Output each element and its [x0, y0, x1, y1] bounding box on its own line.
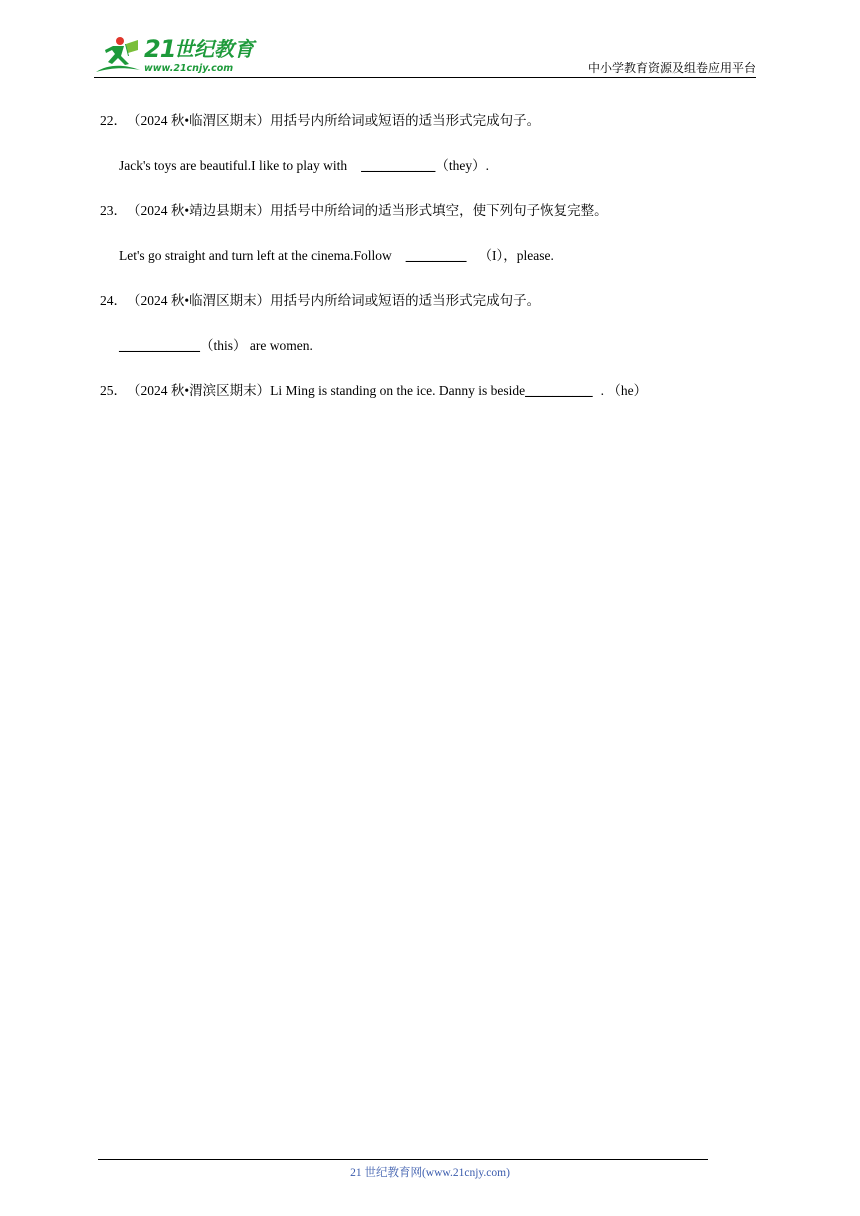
question-text: （2024 秋•靖边县期末）用括号中所给词的适当形式填空，使下列句子恢复完整。: [127, 203, 608, 218]
answer-blank[interactable]: _________: [405, 248, 467, 263]
platform-title: 中小学教育资源及组卷应用平台: [587, 61, 756, 75]
answer-blank[interactable]: ___________: [361, 158, 436, 173]
answer-blank[interactable]: __________: [525, 383, 593, 398]
question-number: 24．: [100, 293, 127, 308]
sentence-after: . （he）: [600, 383, 648, 398]
header-divider: [94, 77, 756, 78]
sentence-before: Jack's toys are beautiful.I like to play with: [119, 158, 348, 173]
logo-number: 21: [144, 35, 176, 63]
sentence-after: （I），please.: [478, 248, 554, 263]
logo-text: 世纪教育: [174, 37, 254, 61]
question-24-sentence: [119, 337, 313, 355]
page-header: [94, 34, 756, 78]
question-number: 23．: [100, 203, 127, 218]
sentence-before: Let's go straight and turn left at the cinema.Follow: [119, 248, 392, 263]
question-number: 22．: [100, 113, 127, 128]
logo-url: www.21cnjy.com: [144, 63, 234, 74]
question-number: 25．: [100, 383, 127, 398]
question-text: （2024 秋•临渭区期末）用括号内所给词或短语的适当形式完成句子。: [127, 293, 541, 308]
question-24-prompt: [100, 292, 540, 310]
question-23-sentence: [119, 247, 554, 265]
sentence-after: （this） are women.: [200, 338, 313, 353]
footer-link[interactable]: 21 世纪教育网(www.21cnjy.com): [350, 1167, 510, 1179]
question-text: （2024 秋•临渭区期末）用括号内所给词或短语的适当形式完成句子。: [127, 113, 541, 128]
logo: [94, 34, 264, 76]
question-22-sentence: [119, 157, 489, 175]
sentence-after: （they）.: [435, 158, 489, 173]
runner-logo-icon: [94, 34, 144, 76]
answer-blank[interactable]: ____________: [119, 338, 200, 353]
question-text: （2024 秋•渭滨区期末）Li Ming is standing on the ice. Danny is beside: [127, 383, 526, 398]
footer-divider: [98, 1159, 708, 1160]
question-23-prompt: [100, 202, 608, 220]
question-25-prompt: [100, 382, 647, 400]
question-22-prompt: [100, 112, 540, 130]
